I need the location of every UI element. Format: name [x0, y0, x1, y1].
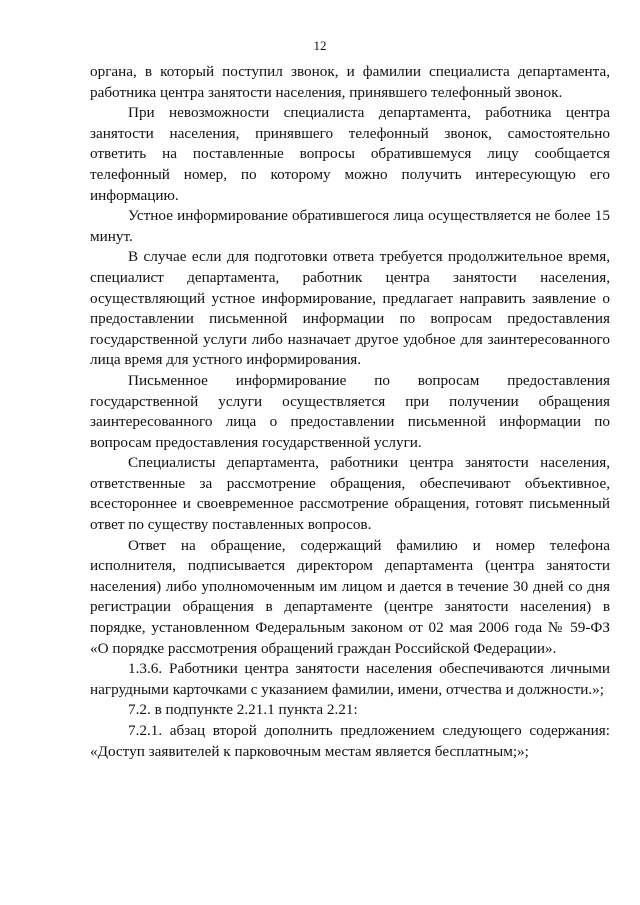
page-number: 12 [313, 38, 327, 53]
paragraph-extended-answer: В случае если для подготовки ответа требуется продолжительное время, специалист департамента, работник центра занятости населения, осуществляющий устное информирование, предлагает направить заявление о предоставлении письменной информации по вопросам предоставления государственной услуги либо назначает другое удобное для заинтересованного лица время для устного информирования. [90, 248, 610, 369]
paragraph-continuation: органа, в который поступил звонок, и фамилии специалиста департамента, работника центра занятости населения, принявшего телефонный звонок. [90, 63, 610, 101]
paragraph-written-info: Письменное информирование по вопросам предоставления государственной услуги осуществляется при получении обращения заинтересованного лица о предоставлении письменной информации по вопросам предоставления государственной услуги. [90, 371, 610, 451]
paragraph-oral-duration: Устное информирование обратившегося лица осуществляется не более 15 минут. [90, 207, 610, 245]
paragraph-clause-7-2: 7.2. в подпункте 2.21.1 пункта 2.21: [128, 701, 358, 719]
paragraph-clause-7-2-1: 7.2.1. абзац второй дополнить предложением следующего содержания: «Доступ заявителей к парковочным местам является бесплатным;»; [90, 722, 610, 760]
paragraph-response: Ответ на обращение, содержащий фамилию и номер телефона исполнителя, подписывается директором департамента (центра занятости населения) либо уполномоченным им лицом и дается в течение 30 дней со дня регистрации обращения в департаменте (центре занятости населения) в порядке, установленном Федеральным законом от 02 мая 2006 года № 59-ФЗ «О порядке рассмотрения обращений граждан Российской Федерации». [90, 536, 610, 657]
document-body [90, 62, 610, 762]
paragraph-phone-referral: При невозможности специалиста департамента, работника центра занятости населения, принявшего телефонный звонок, самостоятельно ответить на поставленные вопросы обратившемуся лицу сообщается телефонный номер, по которому можно получить интересующую его информацию. [90, 104, 610, 204]
paragraph-specialists: Специалисты департамента, работники центра занятости населения, ответственные за рассмотрение обращения, обеспечивают объективное, всестороннее и своевременное рассмотрение обращения, готовят письменный ответ по существу поставленных вопросов. [90, 454, 610, 534]
paragraph-clause-1-3-6: 1.3.6. Работники центра занятости населения обеспечиваются личными нагрудными карточками с указанием фамилии, имени, отчества и должности.»; [90, 660, 610, 698]
